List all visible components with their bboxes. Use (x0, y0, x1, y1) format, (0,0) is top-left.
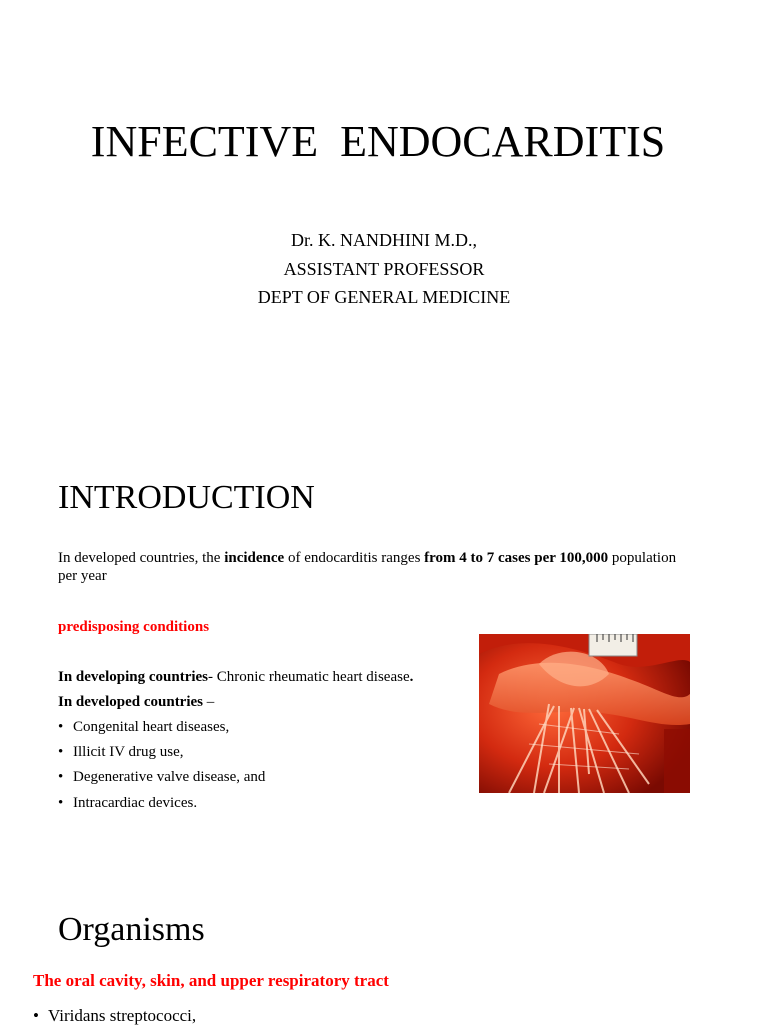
author-name: Dr. K. NANDHINI M.D., (291, 230, 477, 250)
list-item-text: Degenerative valve disease, and (73, 769, 266, 785)
incidence-bold-1: incidence (224, 550, 285, 566)
list-item-text: Viridans streptococci, (48, 1006, 197, 1025)
developing-countries-text: - Chronic rheumatic heart disease (208, 669, 410, 685)
developing-countries-line (58, 668, 413, 686)
list-item-text: Intracardiac devices. (73, 795, 198, 811)
list-item-text: Illicit IV drug use, (73, 744, 184, 760)
developed-countries-label: In developed countries (58, 694, 204, 710)
developed-countries-text: – (203, 694, 215, 710)
list-item (58, 718, 229, 736)
organisms-heading: Organisms (58, 911, 205, 948)
list-item (33, 1006, 196, 1026)
incidence-text-3: population per year (58, 550, 677, 584)
author-role: ASSISTANT PROFESSOR (283, 259, 485, 279)
incidence-paragraph (58, 549, 678, 585)
predisposing-conditions-label: predisposing conditions (58, 619, 210, 635)
organism-source-label: The oral cavity, skin, and upper respiratory tract (33, 971, 389, 990)
developing-countries-end: . (409, 669, 414, 685)
incidence-text-2: of endocarditis ranges (284, 550, 425, 566)
list-item (58, 794, 197, 812)
developed-countries-line (58, 693, 214, 711)
list-item-text: Congenital heart diseases, (73, 719, 230, 735)
heart-valve-specimen-photo (479, 634, 690, 793)
specimen-photo-graphic (479, 634, 690, 793)
introduction-heading: INTRODUCTION (58, 479, 315, 516)
bullet-icon: • (58, 769, 64, 785)
bullet-icon: • (33, 1006, 39, 1025)
incidence-text-1: In developed countries, the (58, 550, 225, 566)
slide-title: INFECTIVE ENDOCARDITIS (90, 117, 666, 166)
bullet-icon: • (58, 744, 64, 760)
bullet-icon: • (58, 719, 64, 735)
list-item (58, 768, 265, 786)
incidence-bold-2: from 4 to 7 cases per 100,000 (424, 550, 609, 566)
developing-countries-label: In developing countries (58, 669, 209, 685)
list-item (58, 743, 184, 761)
bullet-icon: • (58, 795, 64, 811)
author-department: DEPT OF GENERAL MEDICINE (257, 287, 511, 307)
